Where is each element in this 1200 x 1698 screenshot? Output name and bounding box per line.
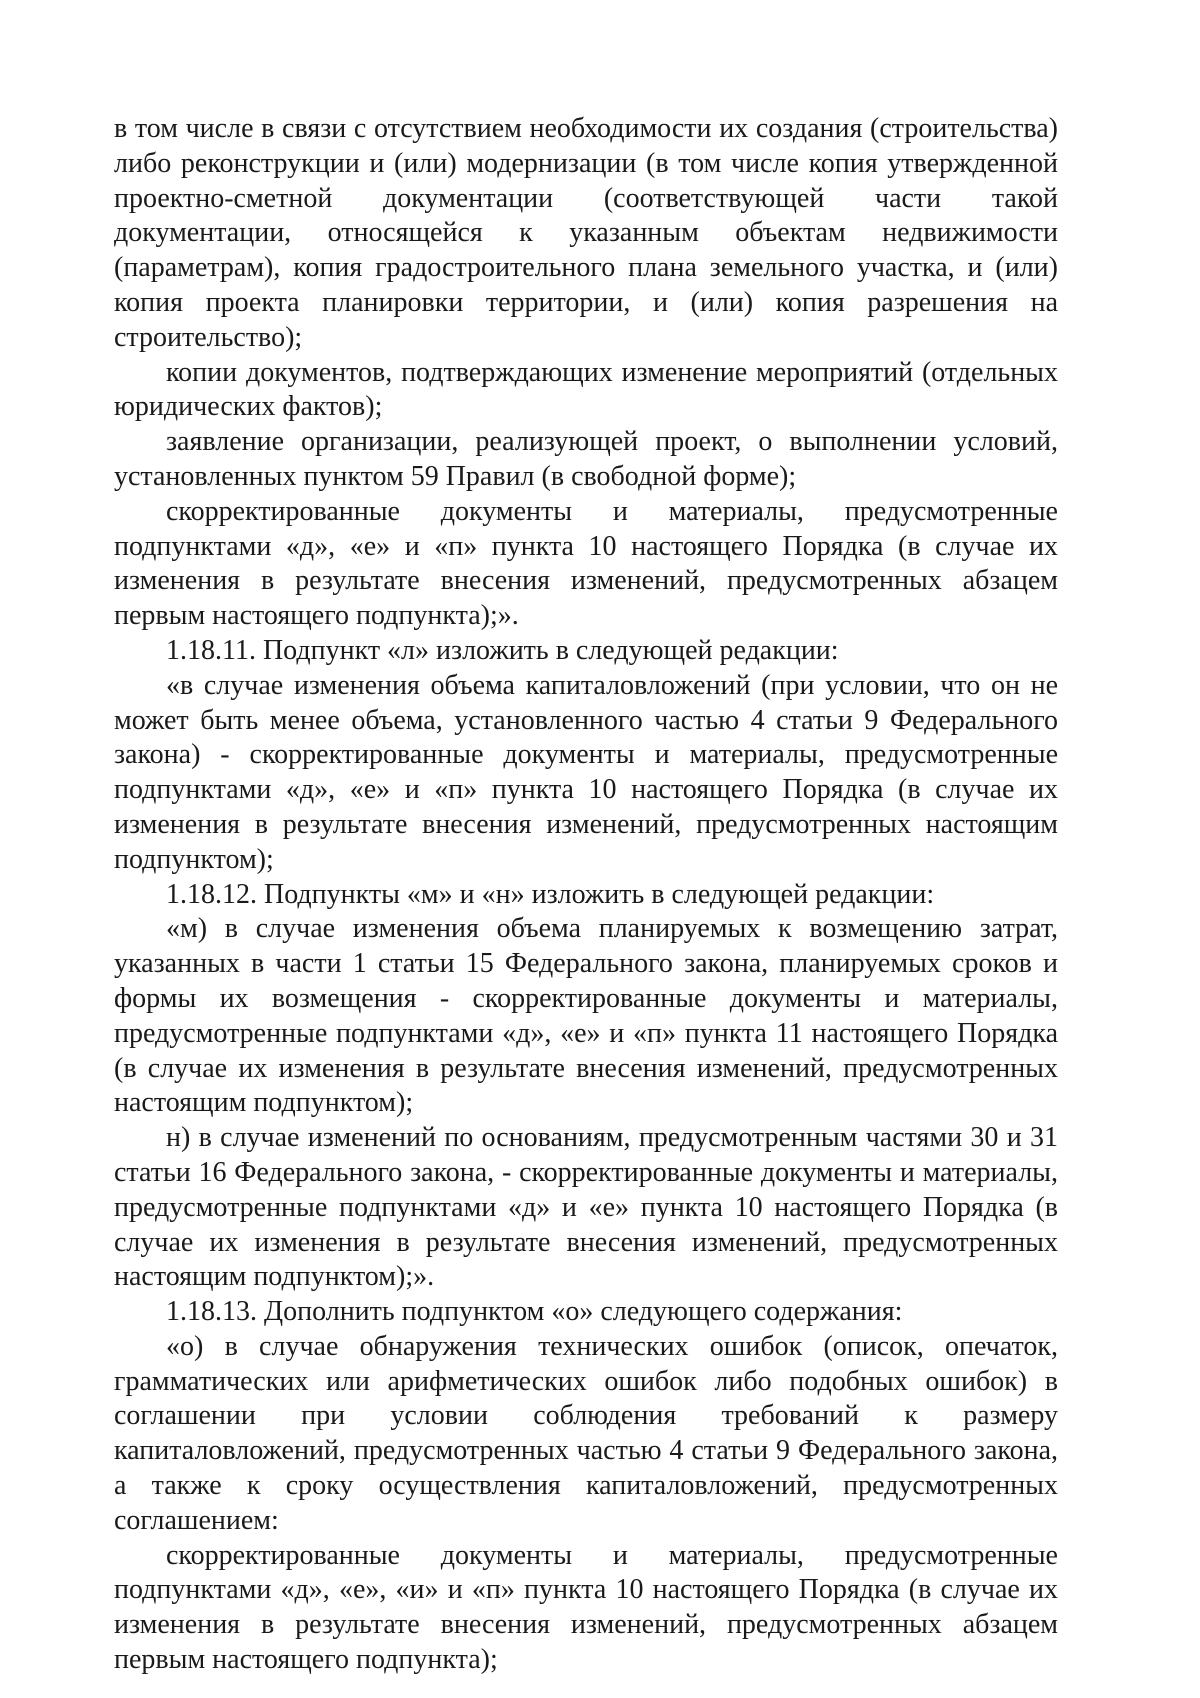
paragraph-clause-1-18-11: 1.18.11. Подпункт «л» изложить в следующей редакции: [166,634,839,666]
paragraph-final-corrected-documents: скорректированные документы и материалы, предусмотренные подпунктами «д», «е», «и» и «п» пункта 10 настоящего Порядка (в случае их изменения в результате внесения изменений, предусмотренных абзацем первым настоящего подпункта); [114,1539,1058,1676]
paragraph-clause-1-18-13: 1.18.13. Дополнить подпунктом «о» следующего содержания: [166,1296,903,1328]
paragraph-clause-1-18-12: 1.18.12. Подпункты «м» и «н» изложить в следующей редакции: [166,878,935,910]
paragraph-subclause-o-text: «о) в случае обнаружения технических ошибок (описок, опечаток, грамматических или арифметических ошибок либо подобных ошибок) в соглашении при условии соблюдения требований к размеру капиталовложений, предусмотренных частью 4 статьи 9 Федерального закона, а также к сроку осуществления капиталовложений, предусмотренных соглашением: [114,1330,1058,1536]
paragraph-corrected-documents: скорректированные документы и материалы, предусмотренные подпунктами «д», «е» и «п» пункта 10 настоящего Порядка (в случае их изменения в результате внесения изменений, предусмотренных абзацем первым настоящего подпункта);». [114,495,1058,632]
paragraph-document-copies: копии документов, подтверждающих изменение мероприятий (отдельных юридических фактов); [114,356,1058,423]
paragraph-subclause-l-text: «в случае изменения объема капиталовложений (при условии, что он не может быть менее объема, установленного частью 4 статьи 9 Федерального закона) - скорректированные документы и материалы, предусмотренные подпунктами «д», «е» и «п» пункта 10 настоящего Порядка (в случае их изменения в результате внесения изменений, предусмотренных настоящим подпунктом); [114,669,1058,875]
paragraph-subclause-m-text: «м) в случае изменения объема планируемых к возмещению затрат, указанных в части 1 статьи 15 Федерального закона, планируемых сроков и формы их возмещения - скорректированные документы и материалы, предусмотренные подпунктами «д», «е» и «п» пункта 11 настоящего Порядка (в случае их изменения в результате внесения изменений, предусмотренных настоящим подпунктом); [114,913,1058,1119]
paragraph-subclause-n-text: н) в случае изменений по основаниям, предусмотренным частями 30 и 31 статьи 16 Федерального закона, - скорректированные документы и материалы, предусмотренные подпунктами «д» и «е» пункта 10 настоящего Порядка (в случае их изменения в результате внесения изменений, предусмотренных настоящим подпунктом);». [114,1122,1058,1293]
document-body [114,112,1058,1678]
paragraph-continuation: в том числе в связи с отсутствием необходимости их создания (строительства) либо реконструкции и (или) модернизации (в том числе копия утвержденной проектно-сметной документации (соответствующей части такой документации, относящейся к указанным объектам недвижимости (параметрам), копия градостроительного плана земельного участка, и (или) копия проекта планировки территории, и (или) копия разрешения на строительство); [114,113,1058,353]
paragraph-organization-statement: заявление организации, реализующей проект, о выполнении условий, установленных пунктом 59 Правил (в свободной форме); [114,426,1058,492]
